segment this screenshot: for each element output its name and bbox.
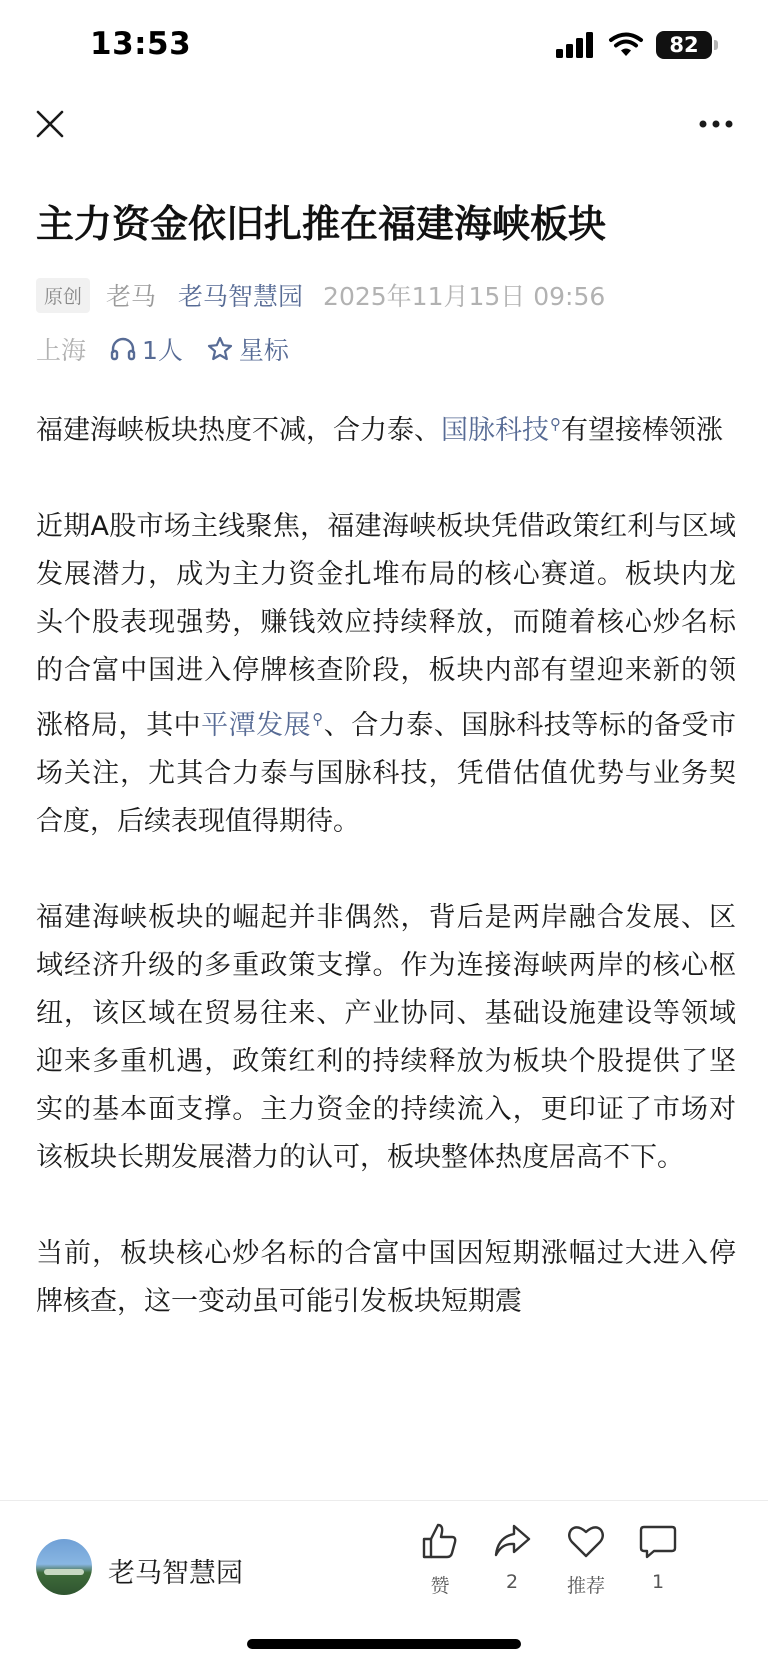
comment-icon [638,1521,678,1561]
share-icon [492,1521,532,1561]
thumbs-up-icon [420,1521,460,1561]
status-icons [556,30,712,60]
listen-button[interactable] [110,331,183,367]
star-button[interactable] [207,331,289,367]
article-title: 主力资金依旧扎推在福建海峡板块 [36,202,607,246]
like-button[interactable] [410,1521,470,1598]
star-icon [207,336,233,362]
battery-indicator [656,31,712,59]
like-label: 赞 [430,1575,450,1597]
article-meta-secondary [36,330,289,368]
paragraph: 福建海峡板块的崛起并非偶然，背后是两岸融合发展、区域经济升级的多重政策支撑。作为连接海峡两岸的核心枢纽，该区域在贸易往来、产业协同、基础设施建设等领域迎来多重机遇，政策红利的持续释放为板块个股提供了坚实的基本面支撑。主力资金的持续流入，更印证了市场对该板块长期发展潜力的认可，板块整体热度居高不下。 [36,902,736,1173]
status-bar [0,0,768,92]
nav-bar [0,92,768,156]
share-button[interactable] [482,1521,542,1593]
recommend-label: 推荐 [566,1575,605,1597]
paragraph: 当前，板块核心炒名标的合富中国因短期涨幅过大进入停牌核查，这一变动虽可能引发板块短期震 [36,1238,736,1317]
status-time: 13:53 [90,26,192,62]
close-button[interactable] [30,104,70,144]
signal-icon [556,32,596,58]
stock-link-guomai[interactable]: 国脉科技⚲ [441,415,561,446]
publish-datetime: 2025年11月15日 09:56 [323,282,606,311]
account-link[interactable]: 老马智慧园 [178,282,304,311]
star-label: 星标 [238,336,289,365]
location-label: 上海 [36,336,87,365]
wifi-icon [608,32,644,58]
more-button[interactable] [694,104,738,144]
comment-count: 1 [651,1571,665,1593]
recommend-button[interactable] [556,1521,616,1598]
battery-level: 82 [669,33,699,57]
share-count: 2 [505,1571,519,1593]
close-icon [35,109,65,139]
headphones-icon [110,337,136,361]
article-body [36,400,736,1492]
avatar[interactable] [36,1539,92,1595]
stock-link-pingtan[interactable]: 平潭发展⚲ [201,710,324,741]
original-badge: 原创 [36,278,90,313]
bottom-bar [0,1500,768,1662]
article-meta [36,276,605,314]
more-icon [698,119,734,129]
comment-button[interactable] [628,1521,688,1593]
paragraph: 福建海峡板块热度不减，合力泰、国脉科技⚲有望接棒领涨 [36,415,723,446]
home-indicator [247,1639,521,1649]
heart-icon [566,1521,606,1561]
listener-count: 1人 [142,336,183,365]
paragraph: 近期A股市场主线聚焦，福建海峡板块凭借政策红利与区域发展潜力，成为主力资金扎堆布局的核心赛道。板块内龙头个股表现强势，赚钱效应持续释放，而随着核心炒名标的合富中国进入停牌核查阶段，板块内部有望迎来新的领涨格局，其中平潭发展⚲、合力泰、国脉科技等标的备受市场关注，尤其合力泰与国脉科技，凭借估值优势与业务契合度，后续表现值得期待。 [36,511,736,837]
search-icon: ⚲ [312,710,324,728]
author-name: 老马 [106,282,157,311]
bottom-account-name[interactable]: 老马智慧园 [108,1558,243,1589]
search-icon: ⚲ [550,415,561,433]
